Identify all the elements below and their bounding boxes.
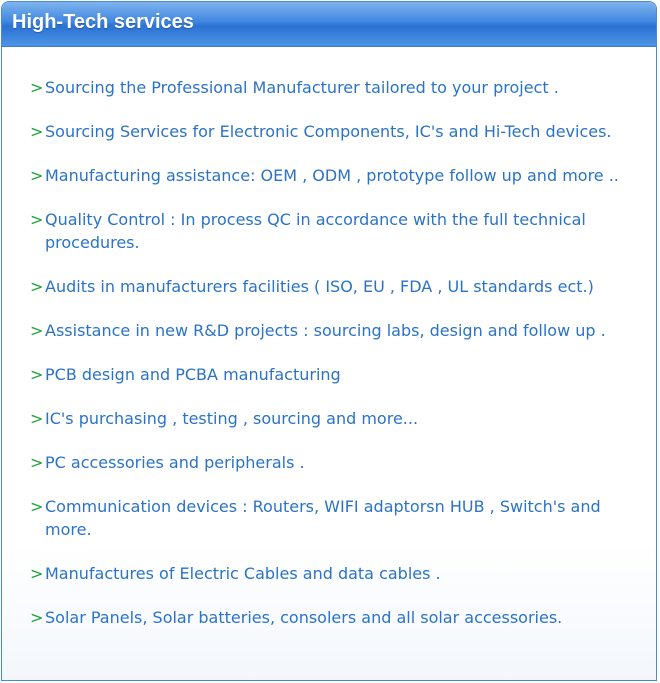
service-item-quality-control	[30, 208, 650, 254]
panel-title: High-Tech services	[12, 11, 194, 33]
service-item-manufacturing-assistance	[30, 164, 650, 187]
bullet-arrow-icon: >	[30, 497, 44, 516]
service-text: Assistance in new R&D projects : sourcing labs, design and follow up .	[45, 321, 606, 340]
bullet-arrow-icon: >	[30, 122, 44, 141]
bullet-arrow-icon: >	[30, 78, 44, 97]
services-panel	[1, 1, 657, 681]
service-text: Manufactures of Electric Cables and data cables .	[45, 564, 441, 583]
service-item-sourcing-manufacturer	[30, 76, 650, 99]
service-item-electric-cables	[30, 562, 650, 585]
panel-header	[2, 2, 656, 47]
service-item-sourcing-components	[30, 120, 650, 143]
service-text: Solar Panels, Solar batteries, consolers and all solar accessories.	[45, 608, 563, 627]
service-item-solar-panels	[30, 606, 650, 629]
service-item-pcb-design	[30, 363, 650, 386]
bullet-arrow-icon: >	[30, 608, 44, 627]
service-text: Quality Control : In process QC in accordance with the full technical procedures.	[45, 210, 586, 252]
service-text: IC's purchasing , testing , sourcing and more...	[45, 409, 419, 428]
service-text: Manufacturing assistance: OEM , ODM , prototype follow up and more ..	[45, 166, 619, 185]
bullet-arrow-icon: >	[30, 277, 44, 296]
service-text: Sourcing Services for Electronic Components, IC's and Hi-Tech devices.	[45, 122, 612, 141]
service-text: Sourcing the Professional Manufacturer tailored to your project .	[45, 78, 559, 97]
service-item-rd-assistance	[30, 319, 650, 342]
service-item-ic-purchasing	[30, 407, 650, 430]
service-item-pc-accessories	[30, 451, 650, 474]
services-list	[30, 76, 650, 629]
bullet-arrow-icon: >	[30, 166, 44, 185]
service-text: Audits in manufacturers facilities ( ISO, EU , FDA , UL standards ect.)	[45, 277, 594, 296]
bullet-arrow-icon: >	[30, 564, 44, 583]
bullet-arrow-icon: >	[30, 409, 44, 428]
bullet-arrow-icon: >	[30, 453, 44, 472]
bullet-arrow-icon: >	[30, 321, 44, 340]
bullet-arrow-icon: >	[30, 365, 44, 384]
bullet-arrow-icon: >	[30, 210, 44, 229]
service-text: Communication devices : Routers, WIFI adaptorsn HUB , Switch's and more.	[45, 497, 601, 539]
service-text: PCB design and PCBA manufacturing	[45, 365, 341, 384]
service-item-communication-devices	[30, 495, 650, 541]
service-text: PC accessories and peripherals .	[45, 453, 305, 472]
service-item-audits	[30, 275, 650, 298]
